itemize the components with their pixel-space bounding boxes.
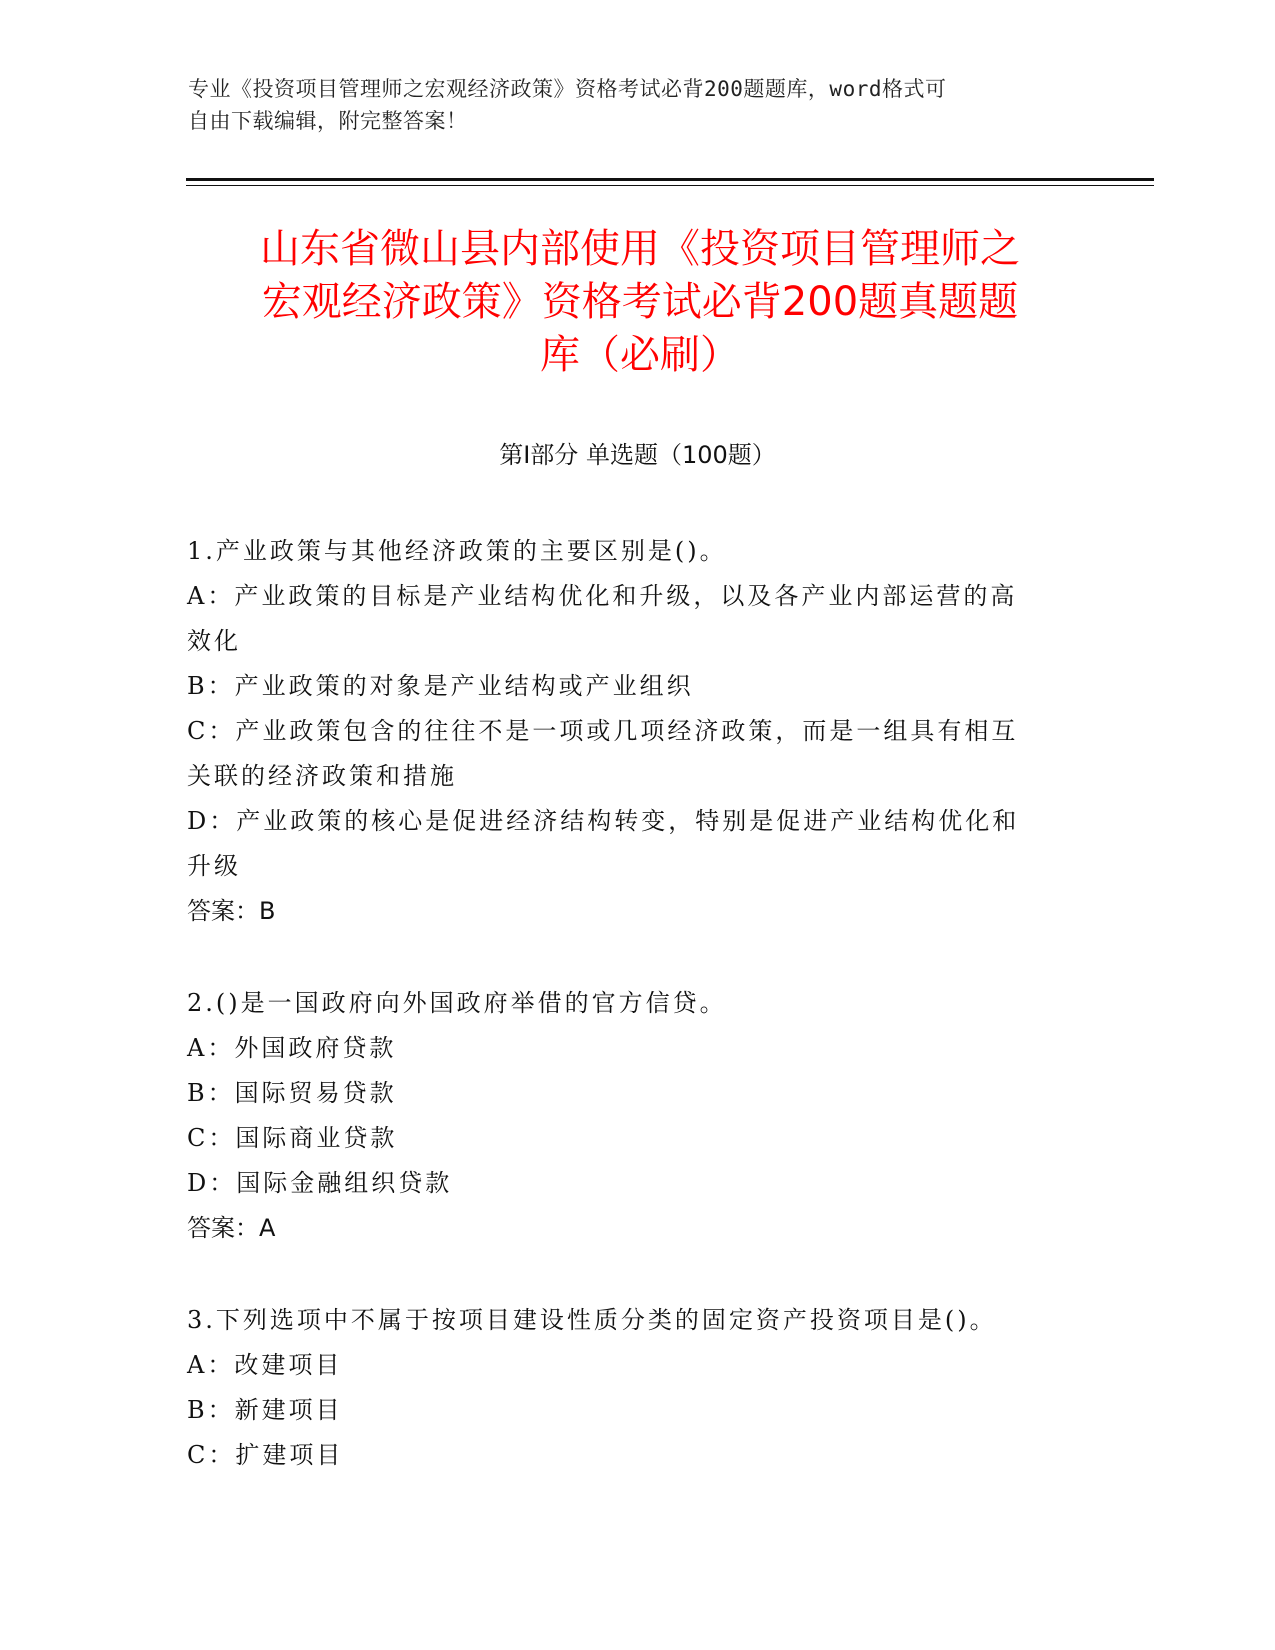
option-d: D：国际金融组织贷款 (187, 1169, 453, 1197)
option-b: B：国际贸易贷款 (187, 1079, 397, 1107)
option-a: A：改建项目 (187, 1351, 343, 1379)
option-d: D：产业政策的核心是促进经济结构转变，特别是促进产业结构优化和 (187, 807, 1020, 835)
section-title: 第Ⅰ部分 单选题（100题） (499, 441, 776, 469)
question-3 (187, 1298, 1067, 1478)
option-a-continued: 效化 (187, 627, 241, 655)
header-rule-thin (186, 185, 1154, 186)
title-line: 宏观经济政策》资格考试必背200题真题题 (261, 279, 1019, 325)
option-c: C：产业政策包含的往往不是一项或几项经济政策，而是一组具有相互 (187, 717, 1019, 745)
option-c: C：扩建项目 (187, 1441, 344, 1469)
question-list (187, 529, 1067, 1478)
answer-label: 答案：A (187, 1214, 276, 1242)
option-b: B：产业政策的对象是产业结构或产业组织 (187, 672, 694, 700)
header-note-line: 专业《投资项目管理师之宏观经济政策》资格考试必背200题题库，word格式可 (188, 77, 947, 101)
header-rule-thick (186, 178, 1154, 181)
answer-label: 答案：B (187, 897, 276, 925)
question-1 (187, 529, 1067, 934)
question-spacer (187, 934, 1067, 981)
question-stem: 2.()是一国政府向外国政府举借的官方信贷。 (187, 989, 727, 1017)
header-note (188, 73, 1068, 137)
question-stem: 3.下列选项中不属于按项目建设性质分类的固定资产投资项目是()。 (187, 1306, 997, 1334)
option-a: A：外国政府贷款 (187, 1034, 397, 1062)
question-stem: 1.产业政策与其他经济政策的主要区别是()。 (187, 537, 727, 565)
question-spacer (187, 1251, 1067, 1298)
document-title (190, 223, 1090, 382)
header-note-line: 自由下载编辑，附完整答案！ (188, 109, 468, 133)
option-c-continued: 关联的经济政策和措施 (187, 762, 457, 790)
option-c: C：国际商业贷款 (187, 1124, 398, 1152)
title-line: 山东省微山县内部使用《投资项目管理师之 (260, 226, 1020, 272)
title-line: 库（必刷） (540, 332, 740, 378)
option-b: B：新建项目 (187, 1396, 343, 1424)
question-2 (187, 981, 1067, 1251)
option-d-continued: 升级 (187, 852, 241, 880)
option-a: A：产业政策的目标是产业结构优化和升级，以及各产业内部运营的高 (187, 582, 1018, 610)
